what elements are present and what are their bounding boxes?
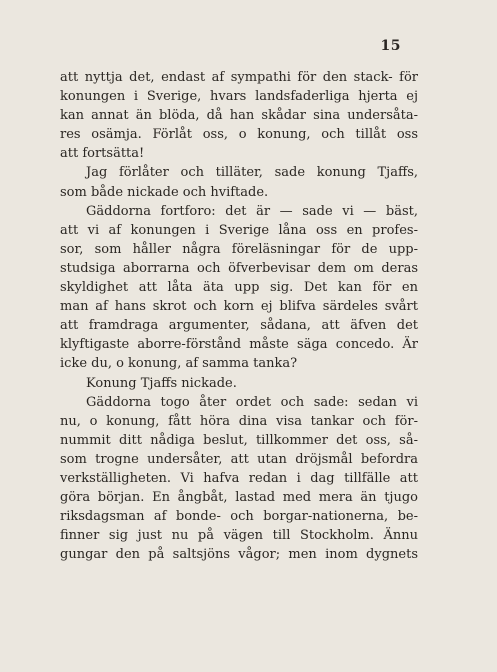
text-line: Konung Tjaffs nickade. bbox=[86, 375, 237, 391]
text-line: att nyttja det, endast af sympathi för den stack- för bbox=[60, 70, 418, 85]
text-line: man af hans skrot och korn ej blifva särdeles svårt bbox=[60, 299, 418, 315]
text-line: att fortsätta! bbox=[60, 146, 145, 162]
text-line: sor, som håller några föreläsningar för de upp- bbox=[60, 241, 418, 257]
text-line: nummit ditt nådiga beslut, tillkommer det oss, så- bbox=[60, 432, 418, 448]
text-line: Gäddorna togo åter ordet och sade: sedan vi bbox=[86, 394, 418, 410]
text-line: icke du, o konung, af samma tanka? bbox=[60, 356, 298, 372]
body-text bbox=[60, 68, 418, 564]
text-line: att framdraga argumenter, sådana, att äfven det bbox=[60, 318, 418, 334]
text-line: kan annat än blöda, då han skådar sina undersåta- bbox=[60, 108, 418, 124]
page-number: 15 bbox=[380, 38, 401, 54]
text-line: finner sig just nu på vägen till Stockholm. Ännu bbox=[60, 528, 418, 544]
text-line: riksdagsman af bonde- och borgar-nationerna, be- bbox=[60, 509, 418, 525]
text-line: klyftigaste aborre-förstånd måste säga concedo. Är bbox=[60, 337, 418, 353]
text-line: som trogne undersåter, att utan dröjsmål befordra bbox=[60, 451, 418, 467]
text-line: verkställigheten. Vi hafva redan i dag tillfälle att bbox=[60, 470, 418, 486]
text-line: res osämja. Förlåt oss, o konung, och tillåt oss bbox=[60, 127, 418, 143]
text-line: skyldighet att låta äta upp sig. Det kan för en bbox=[60, 280, 418, 296]
text-line: Jag förlåter och tilläter, sade konung Tjaffs, bbox=[86, 165, 418, 181]
text-line: gungar den på saltsjöns vågor; men inom dygnets bbox=[60, 547, 418, 563]
text-line: göra början. En ångbåt, lastad med mera än tjugo bbox=[60, 490, 418, 506]
text-line: som både nickade och hviftade. bbox=[60, 184, 269, 200]
text-line: nu, o konung, fått höra dina visa tankar och för- bbox=[60, 413, 418, 429]
text-line: att vi af konungen i Sverige låna oss en profes- bbox=[60, 222, 418, 238]
text-line: studsiga aborrarna och öfverbevisar dem om deras bbox=[60, 260, 418, 276]
text-line: Gäddorna fortforo: det är — sade vi — bäst, bbox=[86, 203, 418, 219]
text-line: konungen i Sverige, hvars landsfaderliga hjerta ej bbox=[60, 89, 418, 105]
